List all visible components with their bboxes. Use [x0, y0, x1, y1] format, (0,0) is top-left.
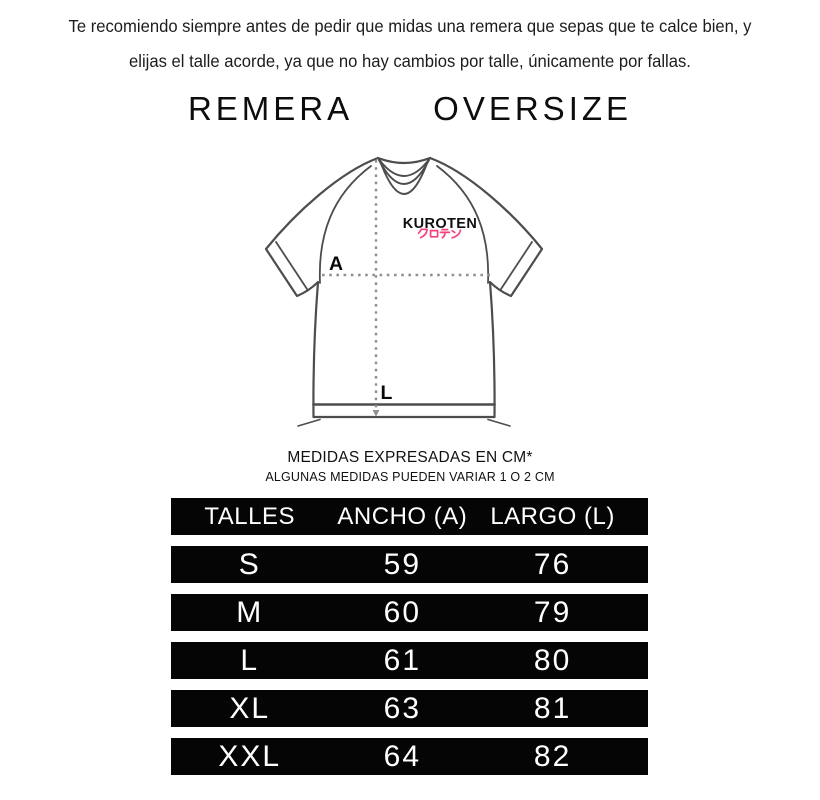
header-talles: TALLES — [204, 503, 295, 530]
ancho-value: 59 — [383, 548, 422, 581]
size-table-header — [171, 498, 648, 535]
tshirt-outline — [266, 158, 542, 426]
brand-logo-text: KUROTEN — [402, 216, 478, 232]
largo-value: 80 — [533, 644, 572, 677]
largo-value: 81 — [533, 692, 572, 725]
table-row-xl — [171, 690, 648, 727]
size-label: XL — [229, 692, 271, 725]
table-row-s — [171, 546, 648, 583]
size-table — [171, 498, 648, 775]
units-note: MEDIDAS EXPRESADAS EN CM* — [287, 449, 533, 466]
ancho-value: 64 — [383, 740, 422, 773]
table-row-l — [171, 642, 648, 679]
page-title — [0, 88, 820, 130]
largo-value: 76 — [533, 548, 572, 581]
ancho-value: 60 — [383, 596, 422, 629]
ancho-value: 61 — [383, 644, 422, 677]
title-word-remera: REMERA — [187, 90, 354, 127]
intro-paragraph — [0, 9, 820, 79]
largo-value: 79 — [533, 596, 572, 629]
header-largo: LARGO (L) — [490, 503, 615, 530]
table-row-m — [171, 594, 648, 631]
title-word-oversize: OVERSIZE — [433, 90, 633, 127]
measurement-lines — [322, 160, 490, 412]
intro-line-1: Te recomiendo siempre antes de pedir que midas una remera que sepas que te calce bien, y — [68, 16, 752, 36]
size-label: L — [240, 644, 260, 677]
header-ancho: ANCHO (A) — [337, 503, 468, 530]
ancho-value: 63 — [383, 692, 422, 725]
length-label: L — [380, 382, 393, 404]
table-row-xxl — [171, 738, 648, 775]
length-arrow-tip — [373, 410, 380, 417]
largo-value: 82 — [533, 740, 572, 773]
size-label: XXL — [218, 740, 282, 773]
width-label: A — [328, 253, 344, 275]
size-label: M — [236, 596, 264, 629]
variance-note: ALGUNAS MEDIDAS PUEDEN VARIAR 1 O 2 CM — [265, 470, 555, 484]
intro-line-2: elijas el talle acorde, ya que no hay cambios por talle, únicamente por fallas. — [129, 51, 691, 71]
tshirt-diagram — [230, 138, 590, 440]
size-label: S — [238, 548, 261, 581]
